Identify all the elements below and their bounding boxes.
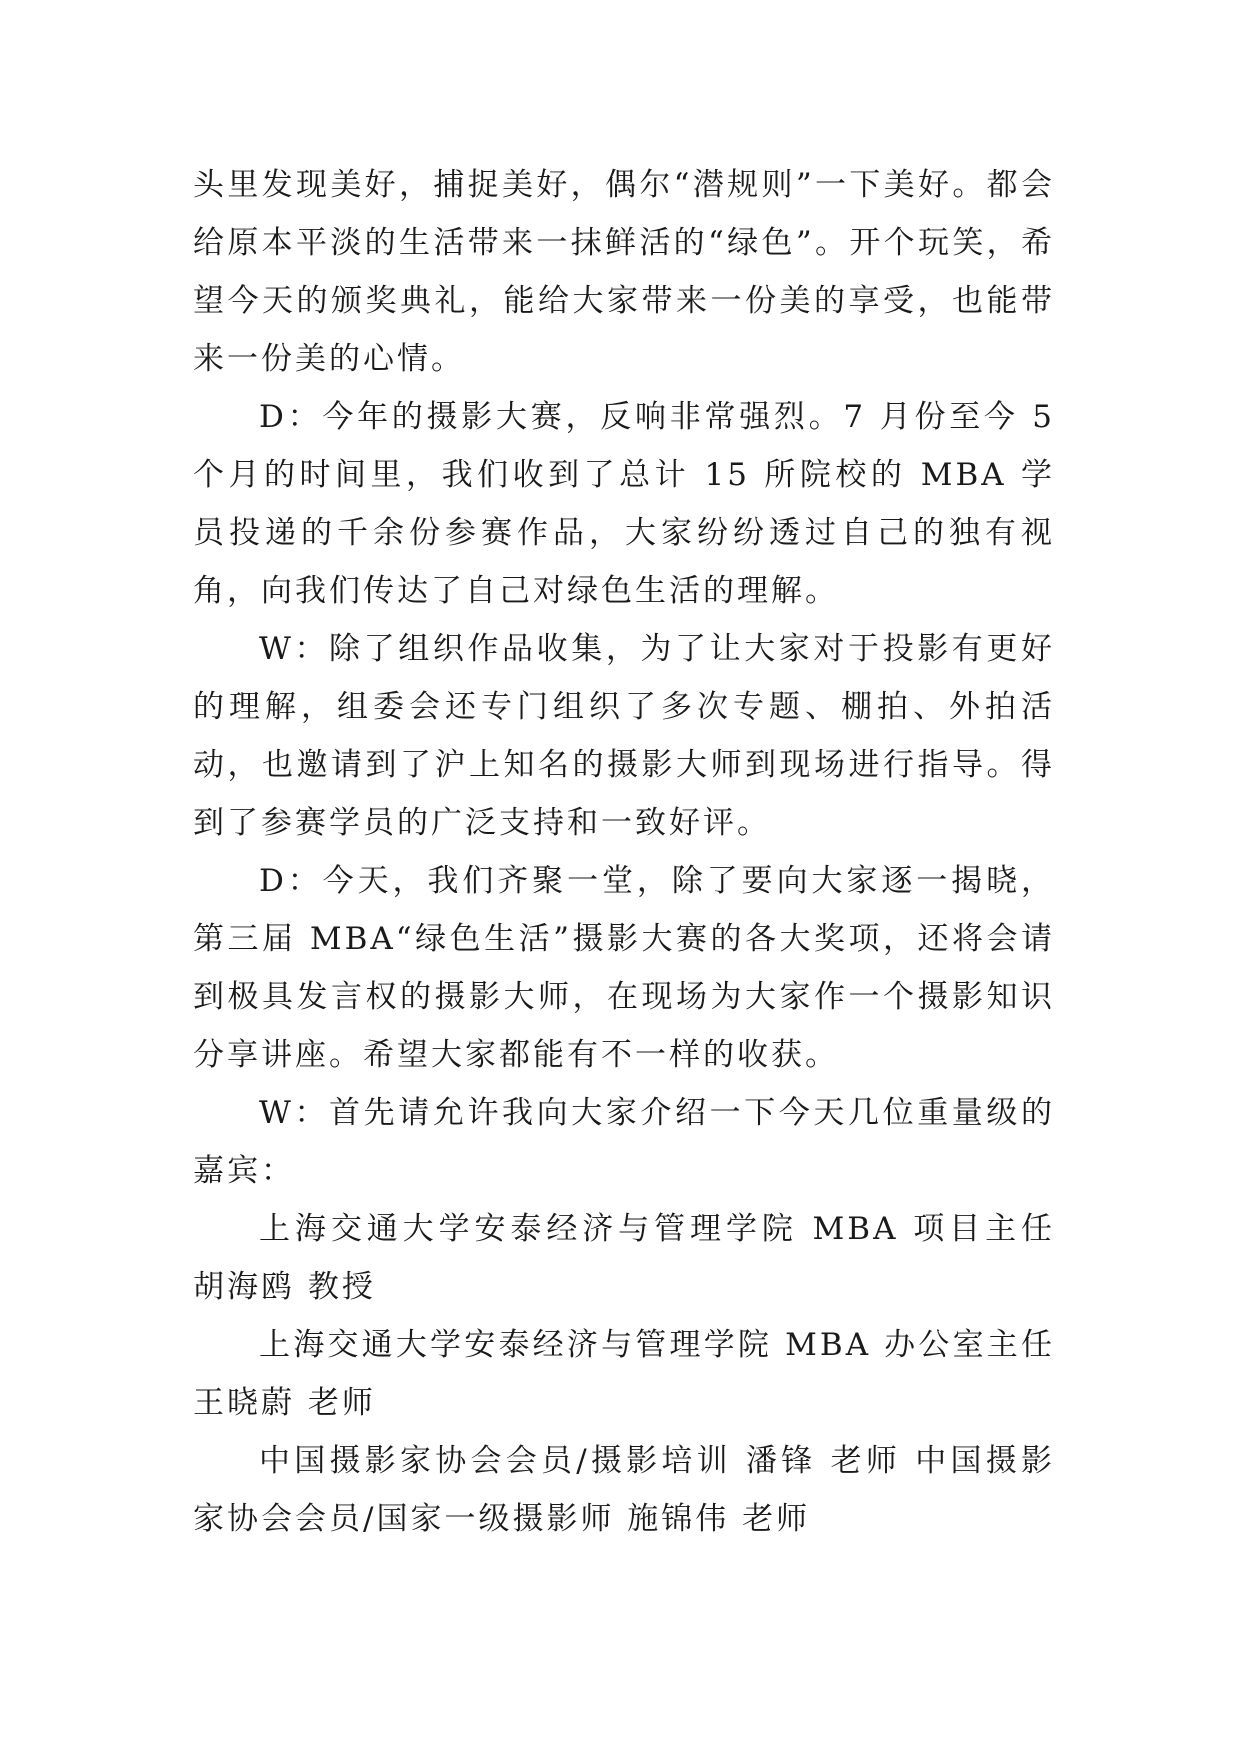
paragraph-guest-hu: 上海交通大学安泰经济与管理学院 MBA 项目主任 胡海鸥 教授 [193,1211,1055,1305]
paragraph-guest-pan-shi: 中国摄影家协会会员/摄影培训 潘锋 老师 中国摄影家协会会员/国家一级摄影师 施锦伟 老师 [193,1443,1055,1537]
paragraph-w-activities: W：除了组织作品收集，为了让大家对于投影有更好的理解，组委会还专门组织了多次专题、棚拍、外拍活动，也邀请到了沪上知名的摄影大师到现场进行指导。得到了参赛学员的广泛支持和一致好评。 [193,631,1055,841]
paragraph-d-response: D：今年的摄影大赛，反响非常强烈。7 月份至今 5 个月的时间里，我们收到了总计 15 所院校的 MBA 学员投递的千余份参赛作品，大家纷纷透过自己的独有视角，向我们传达了自己对绿色生活的理解。 [193,399,1055,609]
paragraph-d-gathering: D：今天，我们齐聚一堂，除了要向大家逐一揭晓，第三届 MBA“绿色生活”摄影大赛的各大奖项，还将会请到极具发言权的摄影大师，在现场为大家作一个摄影知识分享讲座。希望大家都能有不一样的收获。 [193,863,1055,1073]
paragraph-guest-wang: 上海交通大学安泰经济与管理学院 MBA 办公室主任 王晓蔚 老师 [193,1327,1055,1421]
paragraph-continuation: 头里发现美好，捕捉美好，偶尔“潜规则”一下美好。都会给原本平淡的生活带来一抹鲜活的“绿色”。开个玩笑，希望今天的颁奖典礼，能给大家带来一份美的享受，也能带来一份美的心情。 [193,167,1055,377]
paragraph-w-guests-intro: W：首先请允许我向大家介绍一下今天几位重量级的嘉宾： [193,1095,1055,1189]
body-text [193,156,1055,1548]
